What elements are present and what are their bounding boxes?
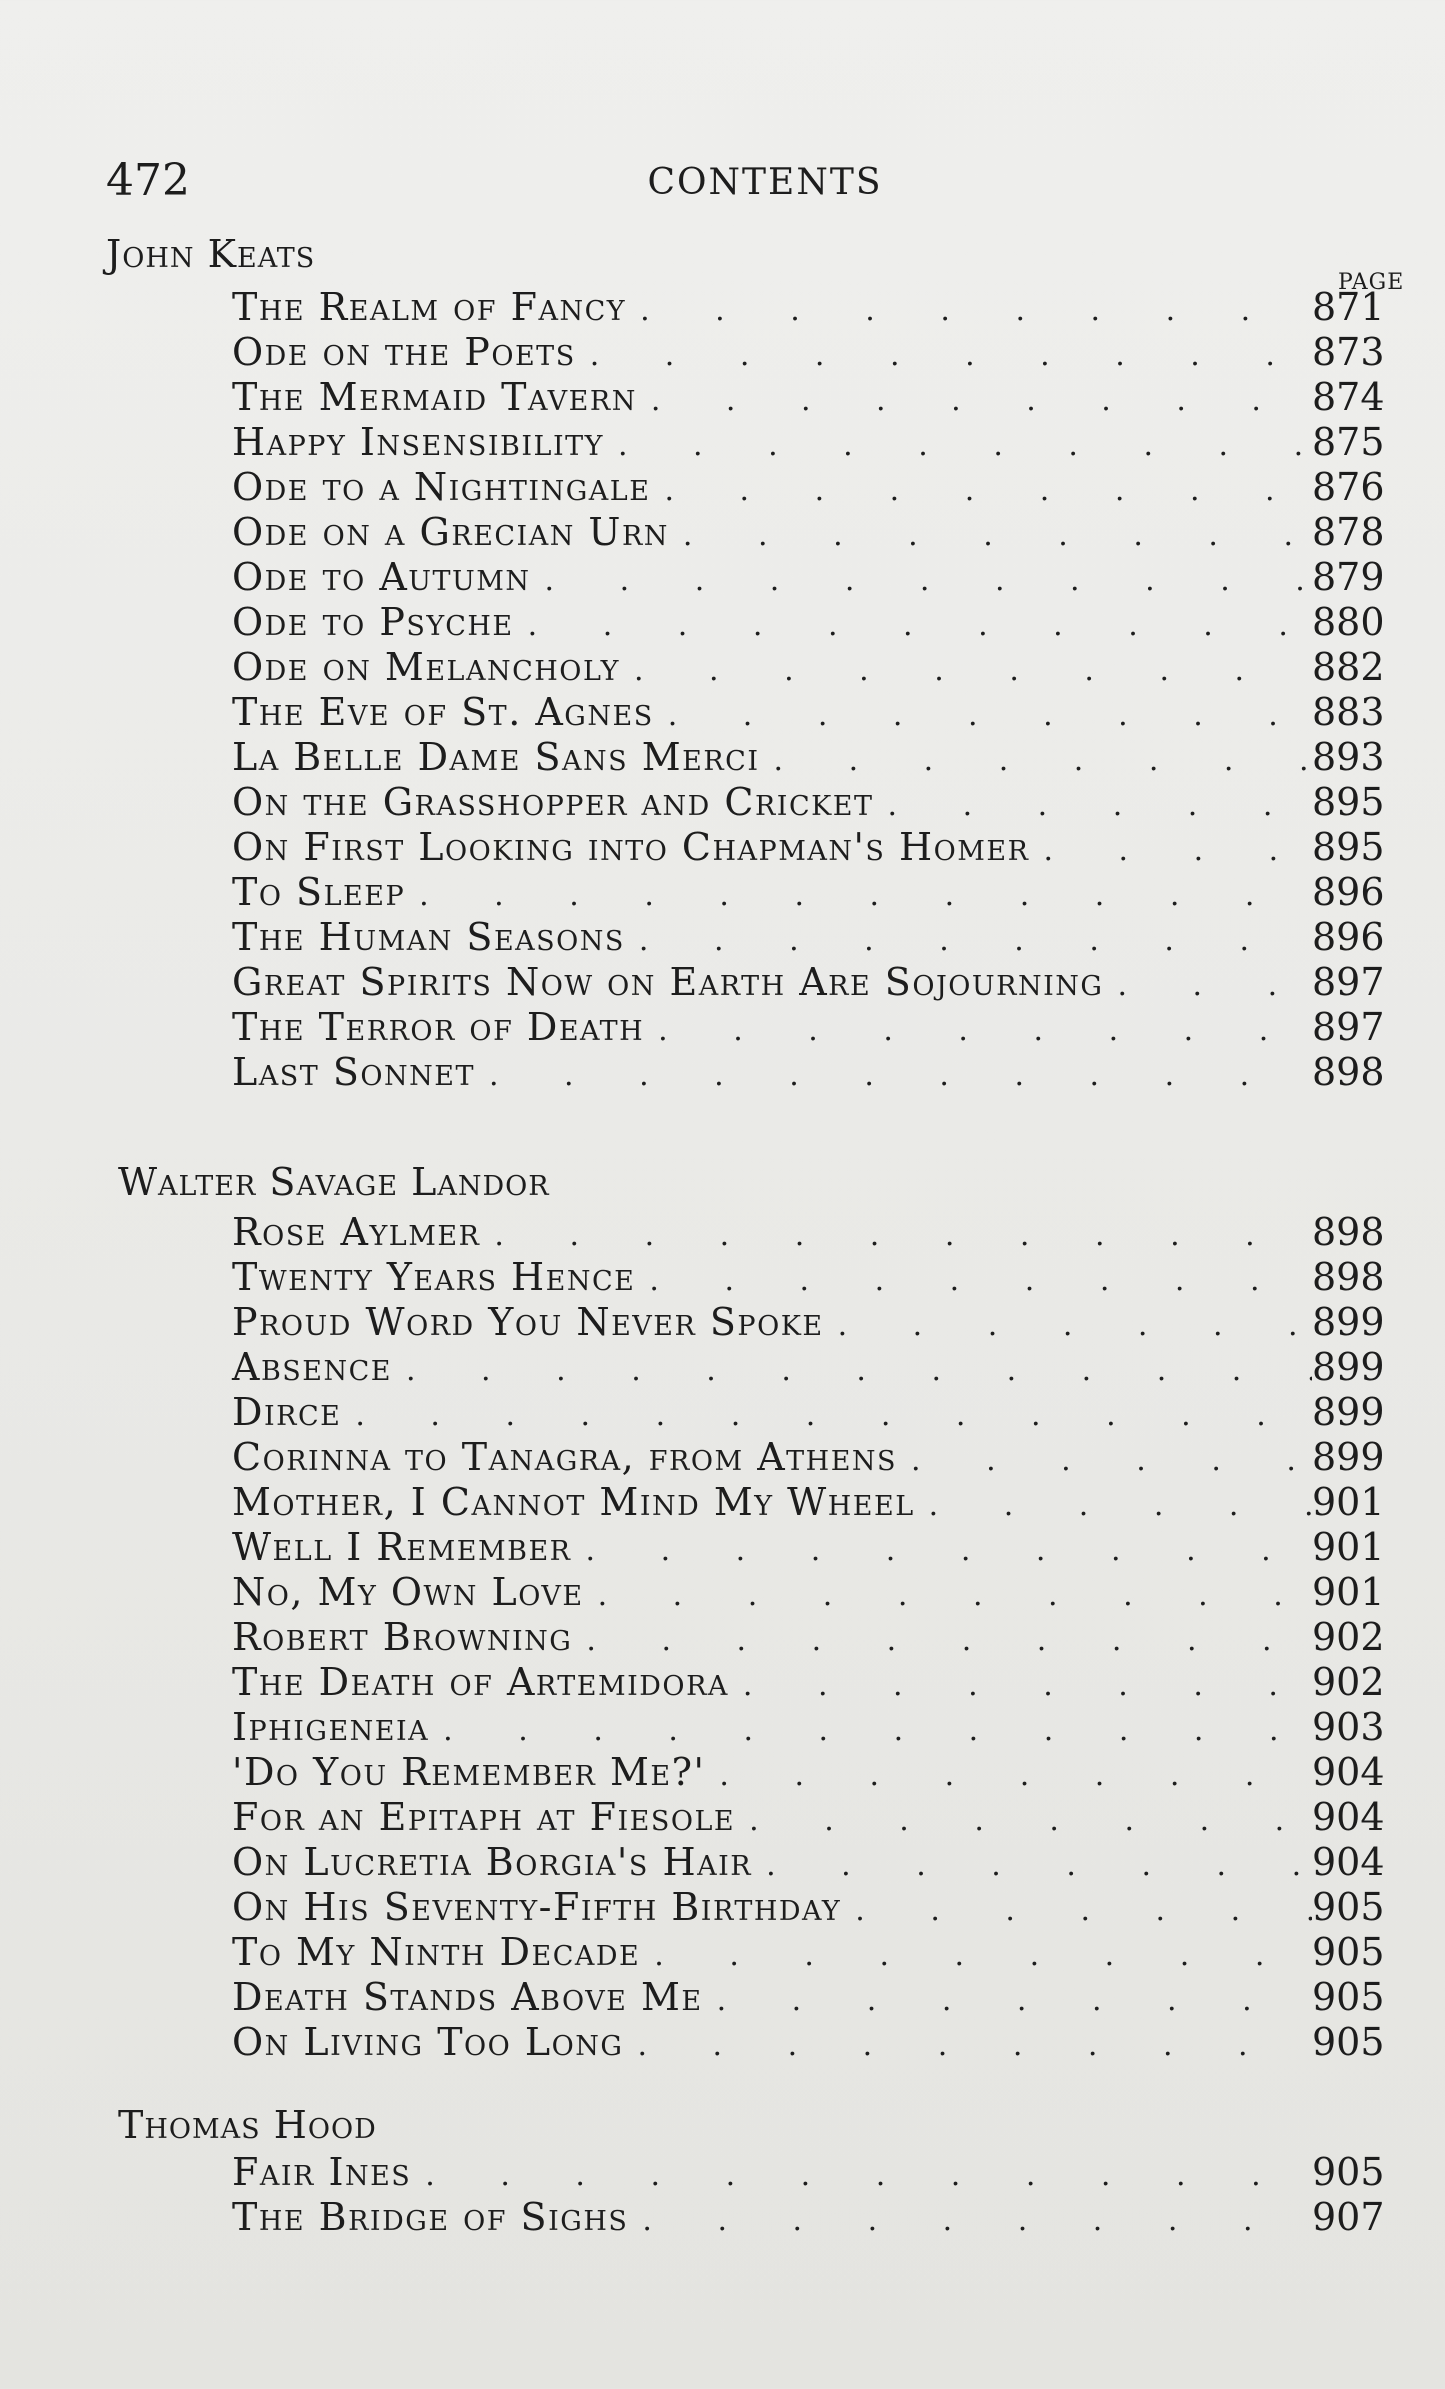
- entry-title: Last Sonnet: [232, 1050, 475, 1094]
- dot-leader: [443, 1708, 1312, 1753]
- entry-page-number: 873: [1312, 330, 1385, 374]
- dot-leader: [598, 1573, 1312, 1618]
- entry-title: For an Epitaph at Fiesole: [232, 1795, 736, 1839]
- entry-page-number: 904: [1312, 1750, 1385, 1794]
- entry-page-number: 893: [1312, 735, 1385, 779]
- running-head: CONTENTS: [647, 162, 883, 203]
- toc-entry: [232, 1885, 1385, 1930]
- entry-page-number: 879: [1312, 555, 1385, 599]
- toc-entry: [232, 1210, 1385, 1255]
- entry-title: 'Do You Remember Me?': [232, 1750, 706, 1794]
- entry-page-number: 897: [1312, 1005, 1385, 1049]
- entry-page-number: 905: [1312, 2020, 1385, 2064]
- entry-page-number: 901: [1312, 1525, 1385, 1569]
- toc-entry: [232, 825, 1385, 870]
- toc-entry: [232, 2150, 1385, 2195]
- entry-title: Ode to a Nightingale: [232, 465, 651, 509]
- dot-leader: [774, 738, 1313, 783]
- entry-page-number: 902: [1312, 1615, 1385, 1659]
- toc-entry: [232, 1300, 1385, 1345]
- toc-entry: [232, 375, 1385, 420]
- toc-entry: [232, 330, 1385, 375]
- dot-leader: [586, 1618, 1312, 1663]
- entry-title: Ode to Autumn: [232, 555, 531, 599]
- toc-entry: [232, 2195, 1385, 2240]
- entry-title: The Terror of Death: [232, 1005, 645, 1049]
- entry-page-number: 901: [1312, 1570, 1385, 1614]
- entry-title: Robert Browning: [232, 1615, 573, 1659]
- entry-page-number: 905: [1312, 1930, 1385, 1974]
- toc-entry: [232, 1750, 1385, 1795]
- entry-page-number: 904: [1312, 1840, 1385, 1884]
- toc-entry: [232, 1570, 1385, 1615]
- author-heading: Walter Savage Landor: [118, 1160, 550, 1204]
- entry-page-number: 880: [1312, 600, 1385, 644]
- toc-entry: [232, 600, 1385, 645]
- entry-title: Dirce: [232, 1390, 342, 1434]
- dot-leader: [911, 1438, 1312, 1483]
- entry-page-number: 895: [1312, 780, 1385, 824]
- dot-leader: [637, 2023, 1312, 2068]
- entry-page-number: 896: [1312, 915, 1385, 959]
- toc-entry: [232, 690, 1385, 735]
- entry-title: No, My Own Love: [232, 1570, 584, 1614]
- entry-page-number: 876: [1312, 465, 1385, 509]
- entry-page-number: 905: [1312, 1885, 1385, 1929]
- dot-leader: [586, 1528, 1313, 1573]
- toc-entry: [232, 510, 1385, 555]
- entry-title: The Realm of Fancy: [232, 285, 627, 329]
- dot-leader: [639, 918, 1312, 963]
- entry-title: Twenty Years Hence: [232, 1255, 636, 1299]
- entry-title: Ode to Psyche: [232, 600, 514, 644]
- dot-leader: [664, 468, 1312, 513]
- dot-leader: [838, 1303, 1312, 1348]
- entry-title: Ode on the Poets: [232, 330, 576, 374]
- entry-page-number: 882: [1312, 645, 1385, 689]
- entry-page-number: 904: [1312, 1795, 1385, 1839]
- entry-title: Rose Aylmer: [232, 1210, 481, 1254]
- page-number: 472: [106, 155, 190, 206]
- dot-leader: [743, 1663, 1312, 1708]
- dot-leader: [683, 513, 1312, 558]
- entry-page-number: 899: [1312, 1345, 1385, 1389]
- dot-leader: [634, 648, 1312, 693]
- entry-title: Great Spirits Now on Earth Are Sojourning: [232, 960, 1104, 1004]
- toc-entry: [232, 1705, 1385, 1750]
- dot-leader: [419, 873, 1312, 918]
- entry-page-number: 905: [1312, 2150, 1385, 2194]
- toc-entry: [232, 1435, 1385, 1480]
- dot-leader: [855, 1888, 1312, 1933]
- author-heading: Thomas Hood: [118, 2103, 377, 2147]
- dot-leader: [494, 1213, 1312, 1258]
- toc-entry: [232, 1050, 1385, 1095]
- dot-leader: [640, 288, 1312, 333]
- dot-leader: [668, 693, 1312, 738]
- toc-entry: [232, 1795, 1385, 1840]
- entry-title: Happy Insensibility: [232, 420, 604, 464]
- entry-title: La Belle Dame Sans Merci: [232, 735, 760, 779]
- toc-entry: [232, 1525, 1385, 1570]
- entry-page-number: 878: [1312, 510, 1385, 554]
- toc-entry: [232, 645, 1385, 690]
- entry-title: Fair Ines: [232, 2150, 412, 2194]
- dot-leader: [590, 333, 1312, 378]
- entry-title: To Sleep: [232, 870, 406, 914]
- entry-title: On Living Too Long: [232, 2020, 624, 2064]
- toc-entry: [232, 1255, 1385, 1300]
- entry-title: Corinna to Tanagra, from Athens: [232, 1435, 898, 1479]
- entry-page-number: 896: [1312, 870, 1385, 914]
- entry-title: Death Stands Above Me: [232, 1975, 703, 2019]
- dot-leader: [651, 378, 1312, 423]
- toc-entry: [232, 1390, 1385, 1435]
- toc-entry: [232, 285, 1385, 330]
- dot-leader: [766, 1843, 1312, 1888]
- dot-leader: [658, 1008, 1312, 1053]
- toc-entry: [232, 555, 1385, 600]
- toc-entry: [232, 465, 1385, 510]
- entry-page-number: 907: [1312, 2195, 1385, 2239]
- dot-leader: [717, 1978, 1312, 2023]
- toc-entry: [232, 1480, 1385, 1525]
- entry-page-number: 899: [1312, 1300, 1385, 1344]
- dot-leader: [425, 2153, 1312, 2198]
- entry-title: On Lucretia Borgia's Hair: [232, 1840, 753, 1884]
- entry-title: Mother, I Cannot Mind My Wheel: [232, 1480, 915, 1524]
- toc-entry: [232, 870, 1385, 915]
- toc-entry: [232, 420, 1385, 465]
- dot-leader: [489, 1053, 1312, 1098]
- entry-title: On His Seventy-Fifth Birthday: [232, 1885, 842, 1929]
- entry-page-number: 898: [1312, 1210, 1385, 1254]
- dot-leader: [654, 1933, 1312, 1978]
- entry-page-number: 903: [1312, 1705, 1385, 1749]
- entry-title: On First Looking into Chapman's Homer: [232, 825, 1030, 869]
- dot-leader: [528, 603, 1312, 648]
- entry-page-number: 875: [1312, 420, 1385, 464]
- dot-leader: [406, 1348, 1312, 1393]
- toc-entry: [232, 735, 1385, 780]
- entry-page-number: 899: [1312, 1435, 1385, 1479]
- entry-title: Iphigeneia: [232, 1705, 430, 1749]
- entry-page-number: 883: [1312, 690, 1385, 734]
- entry-title: To My Ninth Decade: [232, 1930, 641, 1974]
- dot-leader: [355, 1393, 1312, 1438]
- entry-page-number: 901: [1312, 1480, 1385, 1524]
- entry-title: On the Grasshopper and Cricket: [232, 780, 874, 824]
- dot-leader: [618, 423, 1312, 468]
- entry-title: The Death of Artemidora: [232, 1660, 729, 1704]
- dot-leader: [888, 783, 1312, 828]
- entry-page-number: 897: [1312, 960, 1385, 1004]
- entry-title: Absence: [232, 1345, 392, 1389]
- entry-title: The Eve of St. Agnes: [232, 690, 654, 734]
- entry-page-number: 905: [1312, 1975, 1385, 2019]
- entry-title: The Mermaid Tavern: [232, 375, 637, 419]
- entry-page-number: 874: [1312, 375, 1385, 419]
- entry-title: Proud Word You Never Spoke: [232, 1300, 824, 1344]
- entry-title: The Human Seasons: [232, 915, 625, 959]
- dot-leader: [749, 1798, 1312, 1843]
- dot-leader: [929, 1483, 1312, 1528]
- toc-entry: [232, 780, 1385, 825]
- dot-leader: [719, 1753, 1312, 1798]
- entry-list: [232, 1210, 1385, 2065]
- entry-list: [232, 2150, 1385, 2240]
- entry-page-number: 895: [1312, 825, 1385, 869]
- author-heading: John Keats: [106, 232, 316, 276]
- toc-entry: [232, 1930, 1385, 1975]
- toc-entry: [232, 2020, 1385, 2065]
- dot-leader: [545, 558, 1312, 603]
- dot-leader: [649, 1258, 1312, 1303]
- toc-entry: [232, 1840, 1385, 1885]
- entry-page-number: 898: [1312, 1050, 1385, 1094]
- entry-page-number: 871: [1312, 285, 1385, 329]
- entry-title: Ode on Melancholy: [232, 645, 620, 689]
- entry-page-number: 902: [1312, 1660, 1385, 1704]
- toc-entry: [232, 1975, 1385, 2020]
- entry-list: [232, 285, 1385, 1095]
- entry-title: Well I Remember: [232, 1525, 572, 1569]
- entry-page-number: 898: [1312, 1255, 1385, 1299]
- entry-page-number: 899: [1312, 1390, 1385, 1434]
- toc-entry: [232, 915, 1385, 960]
- dot-leader: [1043, 828, 1312, 873]
- toc-entry: [232, 1005, 1385, 1050]
- toc-entry: [232, 960, 1385, 1005]
- entry-title: Ode on a Grecian Urn: [232, 510, 669, 554]
- page-column-label: PAGE: [1338, 270, 1405, 295]
- toc-entry: [232, 1660, 1385, 1705]
- toc-entry: [232, 1345, 1385, 1390]
- toc-entry: [232, 1615, 1385, 1660]
- entry-title: The Bridge of Sighs: [232, 2195, 629, 2239]
- dot-leader: [642, 2198, 1312, 2243]
- dot-leader: [1117, 963, 1312, 1008]
